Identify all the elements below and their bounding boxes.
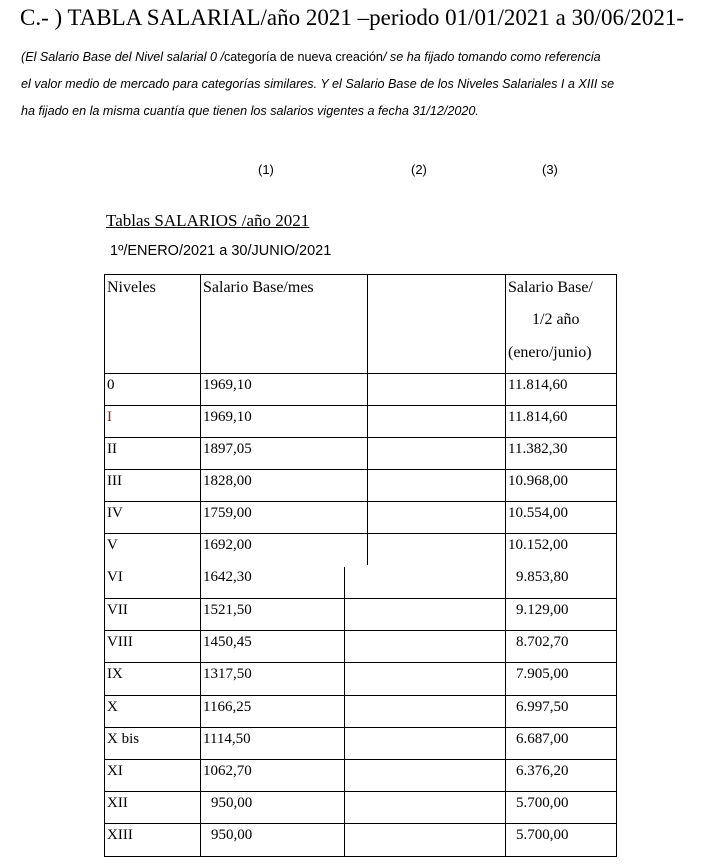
table-rule [200, 274, 201, 856]
table-rule [616, 274, 617, 857]
cell-salario-semestre: 9.129,00 [516, 602, 569, 618]
cell-nivel: IV [107, 505, 123, 521]
cell-nivel: VI [107, 569, 123, 585]
table-rule [104, 598, 616, 599]
cell-nivel: XI [107, 763, 123, 779]
table-rule [104, 856, 616, 857]
table-rule [104, 695, 616, 696]
note-text: / se ha fijado tomando como referencia [382, 50, 601, 64]
cell-salario-mes: 1692,00 [203, 537, 252, 553]
cell-salario-semestre: 6.997,50 [516, 699, 569, 715]
note-line-3: ha fijado en la misma cuantía que tienen los salarios vigentes a fecha 31/12/2020. [21, 104, 479, 118]
header-salario-semestre-2: 1/2 año [532, 311, 580, 328]
table-rule [104, 405, 616, 406]
table-rule [505, 274, 506, 856]
table-rule [104, 501, 616, 502]
cell-nivel: II [107, 441, 117, 457]
table-rule [104, 727, 616, 728]
cell-nivel: XIII [107, 827, 133, 843]
cell-salario-semestre: 9.853,80 [516, 569, 569, 585]
cell-salario-mes: 1828,00 [203, 473, 252, 489]
column-number-2: (2) [411, 162, 427, 177]
note-line-1 [21, 50, 601, 64]
table-rule [104, 437, 616, 438]
cell-nivel: VIII [107, 634, 133, 650]
cell-nivel: X bis [107, 731, 140, 747]
header-salario-semestre-3: (enero/junio) [508, 344, 592, 361]
column-number-3: (3) [542, 162, 558, 177]
cell-nivel: IX [107, 666, 123, 682]
cell-nivel: I [107, 409, 112, 425]
table-rule [104, 274, 105, 856]
note-line-2: el valor medio de mercado para categorías similares. Y el Salario Base de los Niveles Salariales I a XIII se [21, 77, 615, 91]
cell-salario-mes: 1166,25 [203, 699, 252, 715]
cell-salario-mes: 1897,05 [203, 441, 252, 457]
table-rule [344, 567, 345, 856]
cell-nivel: 0 [107, 377, 115, 393]
header-salario-semestre-1: Salario Base/ [508, 279, 593, 296]
cell-salario-semestre: 11.382,30 [508, 441, 568, 457]
note-text: (El Salario Base del Nivel salarial 0 / [21, 50, 224, 64]
cell-nivel: X [107, 699, 118, 715]
cell-salario-semestre: 11.814,60 [508, 377, 568, 393]
cell-salario-mes: 1317,50 [203, 666, 252, 682]
cell-salario-semestre: 11.814,60 [508, 409, 568, 425]
cell-salario-mes: 1114,50 [203, 731, 251, 747]
cell-salario-mes: 1450,45 [203, 634, 252, 650]
cell-salario-semestre: 5.700,00 [516, 795, 569, 811]
column-number-1: (1) [258, 162, 274, 177]
header-salario-mes: Salario Base/mes [203, 279, 314, 296]
table-rule [104, 630, 616, 631]
table-subtitle: 1º/ENERO/2021 a 30/JUNIO/2021 [110, 243, 332, 259]
cell-nivel: III [107, 473, 122, 489]
cell-nivel: XII [107, 795, 128, 811]
cell-nivel: VII [107, 602, 128, 618]
note-text: categoría de nueva creación [224, 50, 383, 64]
cell-salario-semestre: 10.554,00 [508, 505, 568, 521]
table-title: Tablas SALARIOS /año 2021 [106, 211, 310, 230]
cell-salario-mes: 1062,70 [203, 763, 252, 779]
table-rule [104, 791, 616, 792]
cell-salario-semestre: 10.968,00 [508, 473, 568, 489]
table-rule [104, 469, 616, 470]
cell-salario-mes: 1642,30 [203, 569, 252, 585]
table-rule [104, 662, 616, 663]
cell-salario-semestre: 5.700,00 [516, 827, 569, 843]
cell-salario-mes: 1521,50 [203, 602, 252, 618]
cell-salario-mes: 950,00 [211, 827, 253, 843]
table-rule [104, 823, 616, 824]
table-rule [104, 274, 616, 275]
page-title: C.- ) TABLA SALARIAL/año 2021 –periodo 01/01/2021 a 30/06/2021- [20, 5, 685, 30]
cell-salario-mes: 1969,10 [203, 377, 252, 393]
table-rule [104, 759, 616, 760]
cell-salario-semestre: 8.702,70 [516, 634, 569, 650]
cell-nivel: V [107, 537, 118, 553]
header-niveles: Niveles [107, 279, 156, 296]
table-rule [367, 274, 368, 565]
cell-salario-mes: 1969,10 [203, 409, 252, 425]
table-rule [104, 533, 616, 534]
cell-salario-semestre: 6.687,00 [516, 731, 569, 747]
cell-salario-mes: 950,00 [211, 795, 253, 811]
cell-salario-semestre: 7.905,00 [516, 666, 569, 682]
table-rule [104, 373, 616, 374]
cell-salario-semestre: 10.152,00 [508, 537, 568, 553]
cell-salario-mes: 1759,00 [203, 505, 252, 521]
cell-salario-semestre: 6.376,20 [516, 763, 569, 779]
